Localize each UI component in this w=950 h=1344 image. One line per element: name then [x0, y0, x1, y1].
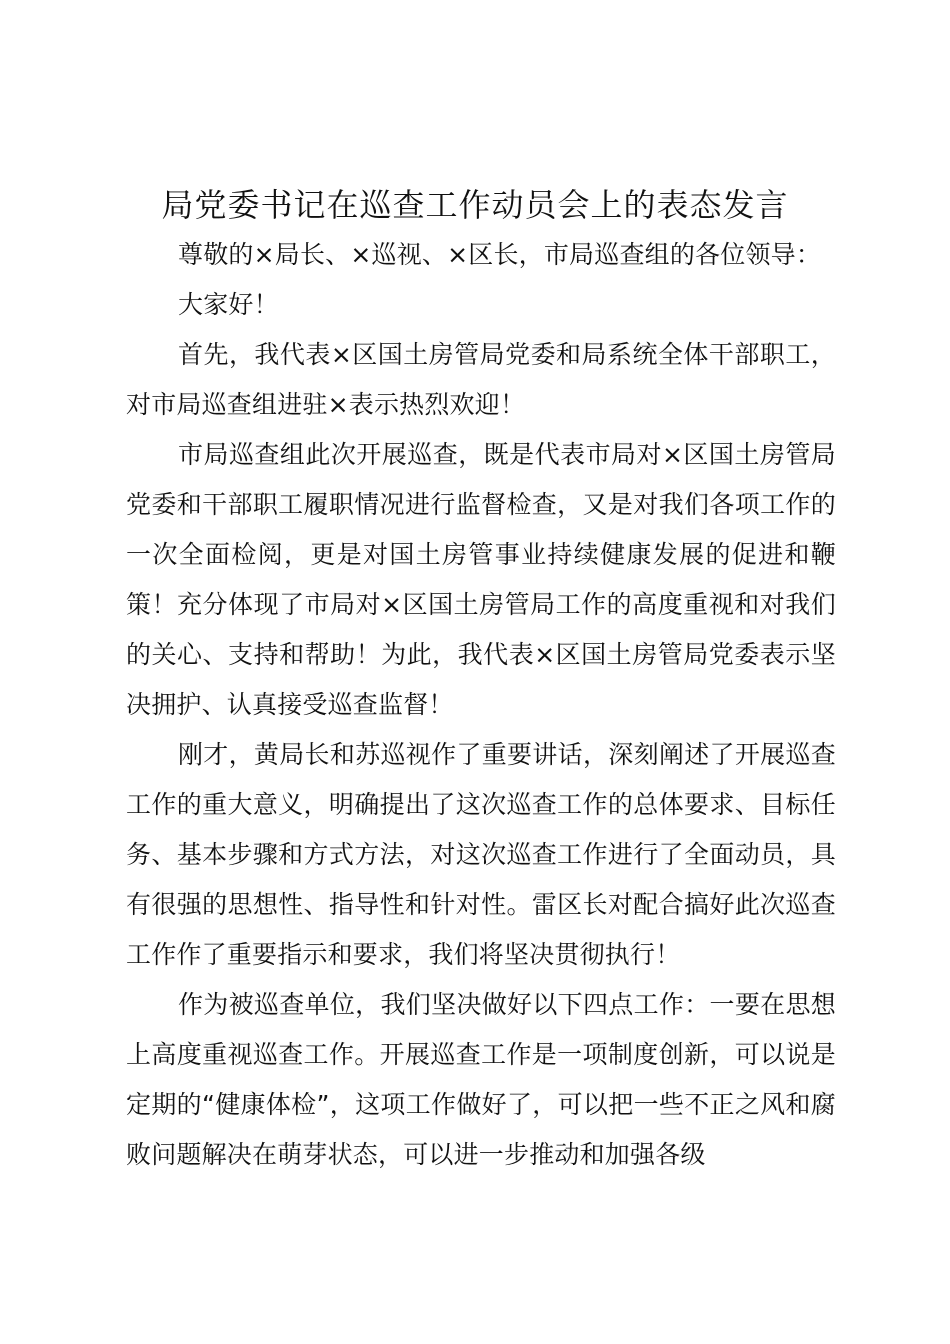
document-body: [126, 230, 836, 1180]
commitment-paragraph: 作为被巡查单位，我们坚决做好以下四点工作：一要在思想上高度重视巡查工作。开展巡查工作是一项制度创新，可以说是定期的“健康体检”，这项工作做好了，可以把一些不正之风和腐败问题解决在萌芽状态，可以进一步推动和加强各级: [126, 990, 836, 1169]
greeting-paragraph: 大家好！: [178, 290, 279, 319]
salutation-paragraph: 尊敬的×局长、×巡视、×区长，市局巡查组的各位领导：: [178, 240, 822, 269]
inspection-significance-paragraph: 市局巡查组此次开展巡查，既是代表市局对×区国土房管局党委和干部职工履职情况进行监督检查，又是对我们各项工作的一次全面检阅，更是对国土房管事业持续健康发展的促进和鞭策！充分体现了市局对×区国土房管局工作的高度重视和对我们的关心、支持和帮助！为此，我代表×区国土房管局党委表示坚决拥护、认真接受巡查监督！: [126, 440, 836, 719]
document-title: 局党委书记在巡查工作动员会上的表态发言: [161, 186, 789, 224]
speech-response-paragraph: 刚才，黄局长和苏巡视作了重要讲话，深刻阐述了开展巡查工作的重大意义，明确提出了这次巡查工作的总体要求、目标任务、基本步骤和方式方法，对这次巡查工作进行了全面动员，具有很强的思想性、指导性和针对性。雷区长对配合搞好此次巡查工作作了重要指示和要求，我们将坚决贯彻执行！: [126, 740, 836, 969]
welcome-paragraph: 首先，我代表×区国土房管局党委和局系统全体干部职工，对市局巡查组进驻×表示热烈欢迎！: [126, 340, 836, 419]
